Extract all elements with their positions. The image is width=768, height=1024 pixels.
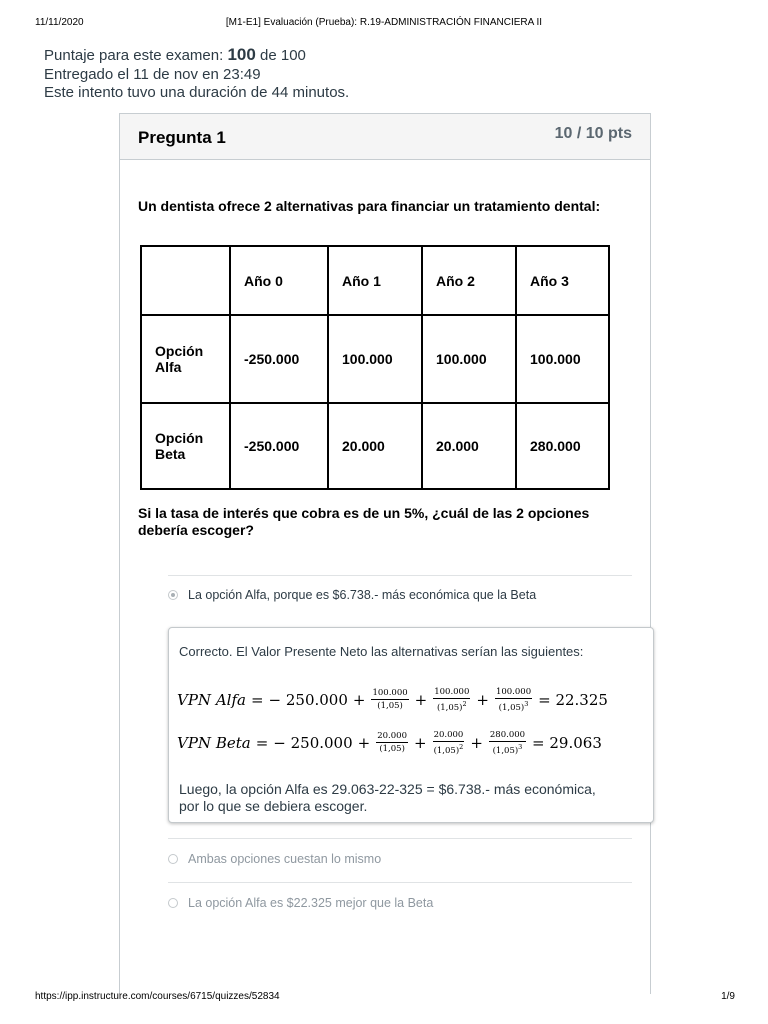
radio-icon[interactable] [168,898,178,908]
exponent: 3 [524,700,529,708]
fraction-numerator: 100.000 [434,687,470,697]
question-card [119,113,651,994]
formula-vpn-beta [177,730,607,756]
exponent: 3 [518,743,523,751]
answer-divider [168,575,632,576]
answer-option-alfa-22325[interactable] [168,896,632,914]
table-cell [141,246,230,315]
exponent: 2 [459,743,464,751]
fraction [495,687,532,713]
table-row [141,315,609,403]
plus-sign: + [413,733,427,752]
denominator-base: (1,05) [377,701,403,712]
cashflow-table [140,245,610,490]
fraction [371,688,408,711]
table-row [141,403,609,489]
denominator-base: (1,05) [492,745,519,756]
table-header-cell: Año 3 [516,246,609,315]
fraction-denominator [493,742,523,756]
table-cell: 280.000 [516,403,609,489]
denominator-base: (1,05) [436,702,463,713]
table-cell: 20.000 [422,403,516,489]
explanation-intro: Correcto. El Valor Presente Neto las alternativas serían las siguientes: [179,644,584,659]
score-suffix: de 100 [255,47,306,64]
plus-sign: + [357,733,371,752]
print-url: https://ipp.instructure.com/courses/6715/quizzes/52834 [35,991,280,1002]
fraction [433,687,470,713]
plus-sign: + [352,690,366,709]
question-points: 10 / 10 pts [554,125,632,142]
exponent: 2 [462,700,467,708]
score-summary [44,46,349,103]
answer-explanation [168,627,654,823]
fraction-numerator: 100.000 [495,687,532,697]
answer-divider [168,838,632,839]
fraction-numerator: 100.000 [372,688,408,699]
question-ask: Si la tasa de interés que cobra es de un 5%, ¿cuál de las 2 opciones debería escoger? [138,505,590,538]
fraction-denominator [434,742,464,756]
fraction-denominator [379,743,405,754]
formula-eq: = [250,690,264,709]
duration-line: Este intento tuvo una duración de 44 minutos. [44,84,350,101]
explanation-conclusion: Luego, la opción Alfa es 29.063-22-325 = $6.738.- más económica, por lo que se debiera escoger. [179,781,596,814]
formula-first-term: − 250.000 [268,690,348,709]
table-header-cell: Año 1 [328,246,422,315]
question-header [120,114,650,160]
question-prompt: Un dentista ofrece 2 alternativas para financiar un tratamiento dental: [138,198,601,214]
table-cell: -250.000 [230,315,328,403]
answer-option-iguales[interactable] [168,852,632,870]
row-label: Opción Alfa [141,315,230,403]
question-title: Pregunta 1 [138,128,226,147]
score-value: 100 [227,45,256,64]
denominator-base: (1,05) [433,745,460,756]
answer-label: La opción Alfa, porque es $6.738.- más económica que la Beta [188,588,537,602]
fraction-numerator: 20.000 [433,730,464,740]
table-cell: -250.000 [230,403,328,489]
formula-eq: = [255,733,269,752]
formula-result: = 22.325 [538,690,608,709]
plus-sign: + [476,690,489,709]
formula-lhs: VPN Beta [177,733,251,752]
table-cell: 100.000 [422,315,516,403]
formula-first-term: − 250.000 [273,733,353,752]
radio-selected-icon[interactable] [168,590,178,600]
print-date: 11/11/2020 [35,17,84,28]
table-header-cell: Año 0 [230,246,328,315]
submitted-line: Entregado el 11 de nov en 23:49 [44,65,261,83]
answer-divider [168,882,632,883]
table-cell: 100.000 [516,315,609,403]
print-header [0,17,768,31]
table-cell: 20.000 [328,403,422,489]
score-line [44,46,349,66]
print-title: [M1-E1] Evaluación (Prueba): R.19-ADMINISTRACIÓN FINANCIERA II [225,17,543,28]
page-number: 1/9 [721,991,735,1002]
score-label: Puntaje para este examen: [44,47,228,64]
answer-label: Ambas opciones cuestan lo mismo [188,852,382,866]
plus-sign: + [470,733,483,752]
fraction [489,730,526,756]
table-header-row [141,246,609,315]
answer-label: La opción Alfa es $22.325 mejor que la Beta [188,896,434,910]
fraction-denominator [377,700,403,711]
table-cell: 100.000 [328,315,422,403]
row-label: Opción Beta [141,403,230,489]
formula-result: = 29.063 [532,733,602,752]
radio-icon[interactable] [168,854,178,864]
answer-option-alfa[interactable] [168,588,632,606]
formula-vpn-alfa [177,687,613,713]
denominator-base: (1,05) [379,744,405,755]
denominator-base: (1,05) [498,702,525,713]
fraction [433,730,465,756]
formula-lhs: VPN Alfa [177,690,246,709]
fraction [376,731,408,754]
plus-sign: + [414,690,428,709]
table-header-cell: Año 2 [422,246,516,315]
fraction-denominator [437,699,467,713]
fraction-numerator: 280.000 [489,730,526,740]
fraction-denominator [499,699,529,713]
fraction-numerator: 20.000 [377,731,407,742]
